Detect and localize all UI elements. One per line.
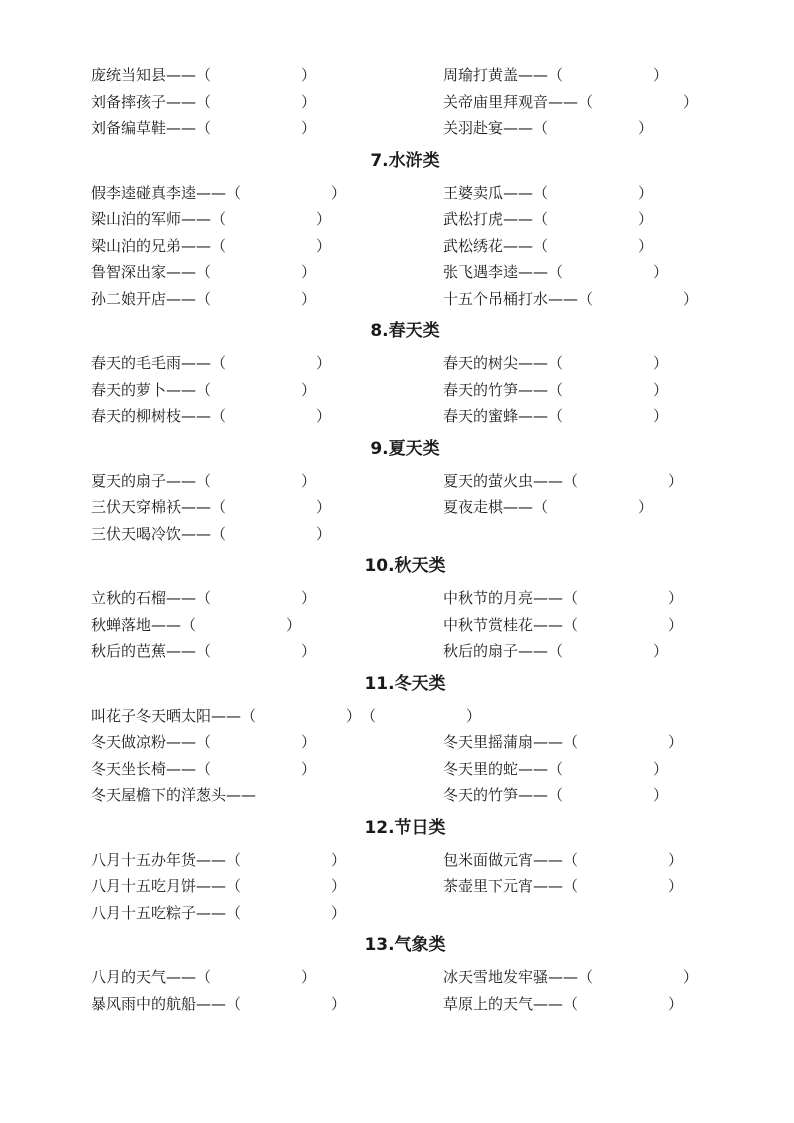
riddle-item: 秋蝉落地——（ ） <box>91 615 302 634</box>
riddle-item: 夏天的扇子——（ ） <box>91 471 317 490</box>
riddle-row <box>0 377 794 404</box>
riddle-item: 冬天的竹笋——（ ） <box>443 786 669 804</box>
riddle-row <box>0 115 794 142</box>
section-title: 11.冬天类 <box>364 673 446 694</box>
riddle-row <box>0 62 794 89</box>
riddle-row <box>0 286 794 313</box>
riddle-item: 八月十五吃月饼——（ ） <box>91 877 347 895</box>
riddle-item: 春天的树尖——（ ） <box>443 354 669 372</box>
riddle-row <box>0 873 794 900</box>
riddle-item: 包米面做元宵——（ ） <box>443 850 684 869</box>
riddle-item: 武松绣花——（ ） <box>443 236 654 255</box>
riddle-row <box>0 729 794 756</box>
riddle-row <box>0 612 794 639</box>
riddle-item: 夏夜走棋——（ ） <box>443 498 654 516</box>
riddle-item: 刘备摔孩子——（ ） <box>91 92 317 111</box>
riddle-row <box>0 847 794 874</box>
riddle-row <box>0 900 794 927</box>
riddle-item: 三伏天穿棉袄——（ ） <box>91 498 332 516</box>
riddle-item: 春天的萝卜——（ ） <box>91 380 317 399</box>
riddle-item: 十五个吊桶打水——（ ） <box>443 289 699 308</box>
riddle-item: 中秋节赏桂花——（ ） <box>443 615 684 634</box>
riddle-item: 梁山泊的兄弟——（ ） <box>91 236 332 255</box>
riddle-item: 草原上的天气——（ ） <box>443 994 684 1013</box>
riddle-item: 孙二娘开店——（ ） <box>91 289 317 308</box>
section-5 <box>0 668 794 809</box>
section-4 <box>0 550 794 665</box>
riddle-item: 八月十五办年货——（ ） <box>91 850 347 869</box>
riddle-item: 春天的竹笋——（ ） <box>443 380 669 399</box>
riddle-item: 立秋的石榴——（ ） <box>91 589 317 607</box>
riddle-item: 秋后的扇子——（ ） <box>443 642 669 660</box>
riddle-row <box>0 703 794 730</box>
riddle-item: 冬天里的蛇——（ ） <box>443 759 669 778</box>
riddle-item: 武松打虎——（ ） <box>443 210 654 228</box>
riddle-row <box>0 89 794 116</box>
riddle-row <box>0 180 794 207</box>
riddle-item: 冬天里摇蒲扇——（ ） <box>443 733 684 751</box>
riddle-row <box>0 233 794 260</box>
section-2 <box>0 315 794 430</box>
section-6 <box>0 812 794 927</box>
riddle-item: 鲁智深出家——（ ） <box>91 263 317 281</box>
riddle-item: 张飞遇李逵——（ ） <box>443 263 669 281</box>
riddle-item: 假李逵碰真李逵——（ ） <box>91 183 347 202</box>
riddle-row <box>0 782 794 809</box>
riddle-row <box>0 468 794 495</box>
section-1 <box>0 145 794 313</box>
riddle-row <box>0 964 794 991</box>
riddle-row <box>0 206 794 233</box>
section-0 <box>0 62 794 142</box>
section-7 <box>0 929 794 1017</box>
riddle-row <box>0 350 794 377</box>
riddle-row <box>0 756 794 783</box>
riddle-item: 周瑜打黄盖——（ ） <box>443 66 669 84</box>
riddle-item: 冬天做凉粉——（ ） <box>91 733 317 751</box>
riddle-item: 王婆卖瓜——（ ） <box>443 183 654 202</box>
riddle-item: 春天的毛毛雨——（ ） <box>91 354 332 372</box>
riddle-item: 三伏天喝冷饮——（ ） <box>91 524 332 543</box>
riddle-item: 关羽赴宴——（ ） <box>443 119 654 137</box>
riddle-item: 冬天屋檐下的洋葱头—— <box>91 786 257 804</box>
section-title: 9.夏天类 <box>370 438 440 459</box>
riddle-row <box>0 521 794 548</box>
riddle-item: 秋后的芭蕉——（ ） <box>91 642 317 660</box>
section-title: 8.春天类 <box>370 321 440 341</box>
riddle-item: 暴风雨中的航船——（ ） <box>91 994 347 1013</box>
riddle-item: 梁山泊的军师——（ ） <box>91 210 332 228</box>
riddle-item: 庞统当知县——（ ） <box>91 66 317 84</box>
riddle-item: 八月的天气——（ ） <box>91 968 317 986</box>
riddle-row <box>0 259 794 286</box>
riddle-row <box>0 494 794 521</box>
section-title: 7.水浒类 <box>370 150 440 171</box>
riddle-item: 夏天的萤火虫——（ ） <box>443 471 684 490</box>
riddle-row <box>0 403 794 430</box>
section-title: 12.节日类 <box>364 817 446 838</box>
section-title: 10.秋天类 <box>364 556 446 576</box>
riddle-item: 关帝庙里拜观音——（ ） <box>443 92 699 111</box>
section-title: 13.气象类 <box>364 935 446 955</box>
riddle-item: 茶壶里下元宵——（ ） <box>443 877 684 895</box>
riddle-row <box>0 991 794 1018</box>
riddle-item: 春天的柳树枝——（ ） <box>91 407 332 425</box>
riddle-row <box>0 585 794 612</box>
section-3 <box>0 433 794 548</box>
riddle-item: 八月十五吃粽子——（ ） <box>91 903 347 922</box>
worksheet-page <box>0 62 794 1017</box>
riddle-item: 冰天雪地发牢骚——（ ） <box>443 968 699 986</box>
riddle-item: 刘备编草鞋——（ ） <box>91 119 317 137</box>
riddle-item: 中秋节的月亮——（ ） <box>443 589 684 607</box>
riddle-item: 冬天坐长椅——（ ） <box>91 759 317 778</box>
riddle-row <box>0 638 794 665</box>
riddle-item: 春天的蜜蜂——（ ） <box>443 407 669 425</box>
riddle-item: 叫花子冬天晒太阳——（ ） （ ） <box>91 706 482 725</box>
